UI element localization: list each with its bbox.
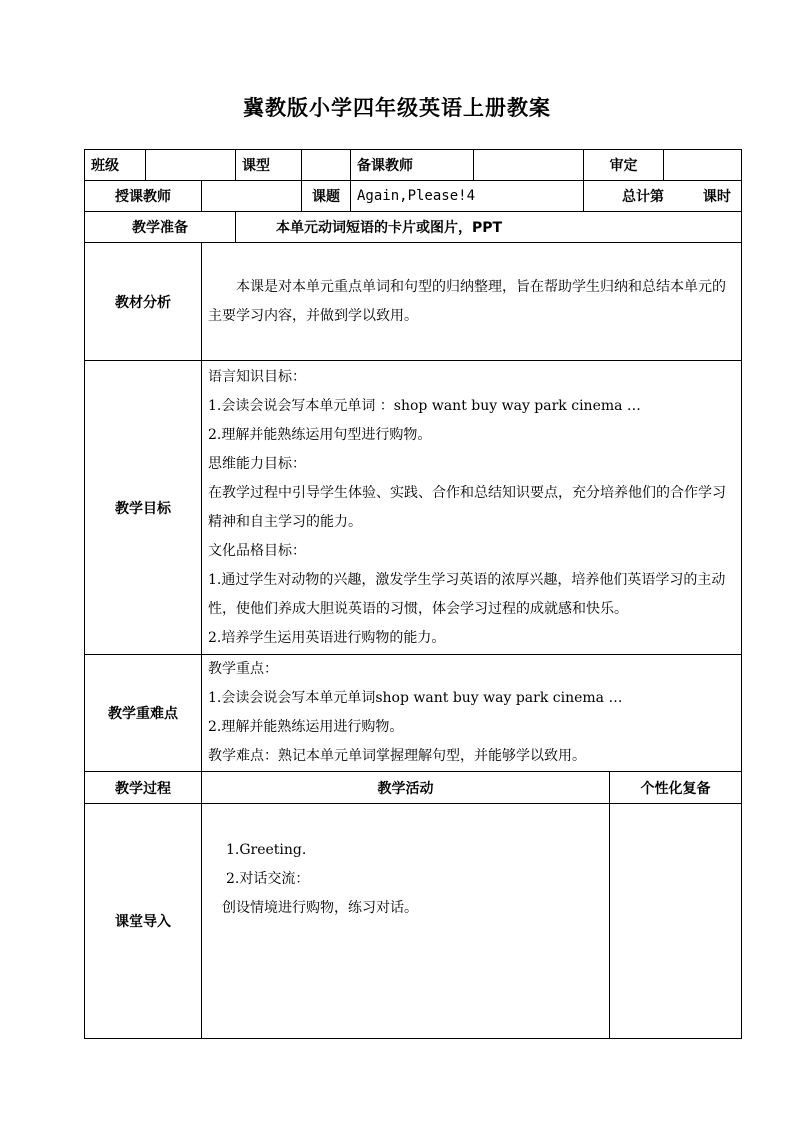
key-points-line: 教学难点：熟记本单元单词掌握理解句型，并能够学以致用。 — [208, 748, 586, 764]
objectives-line: 在教学过程中引导学生体验、实践、合作和总结知识要点，充分培养他们的合作学习精神和自主学习的能力。 — [208, 484, 726, 530]
analysis-text: 本课是对本单元重点单词和句型的归纳整理，旨在帮助学生归纳和总结本单元的主要学习内容，并做到学以致用。 — [202, 243, 742, 361]
total-label: 总计第 — [622, 189, 664, 205]
document-title: 冀教版小学四年级英语上册教案 — [243, 96, 551, 120]
intro-line: 1.Greeting. — [226, 842, 307, 858]
lesson-type-label: 课型 — [236, 150, 302, 181]
key-points-row — [85, 655, 742, 772]
objectives-line: 思维能力目标： — [208, 455, 306, 472]
topic-value: Again,Please!4 — [351, 181, 584, 212]
key-points-line: 教学重点： — [208, 661, 278, 677]
intro-notes-field[interactable] — [610, 804, 742, 1039]
intro-line: 创设情境进行购物，练习对话。 — [222, 900, 418, 916]
review-field[interactable] — [664, 150, 742, 181]
objectives-line: 语言知识目标： — [208, 368, 306, 385]
header-row-2 — [85, 181, 742, 212]
key-points-label: 教学重难点 — [85, 655, 202, 772]
topic-label: 课题 — [302, 181, 351, 212]
activities-header: 教学活动 — [202, 772, 610, 804]
intro-line: 2.对话交流： — [226, 871, 310, 887]
key-points-line: 2.理解并能熟练运用进行购物。 — [208, 719, 404, 735]
class-label: 班级 — [85, 150, 146, 181]
review-label: 审定 — [584, 150, 664, 181]
period-label: 课时 — [702, 189, 731, 205]
prep-row — [85, 212, 742, 243]
period-count — [584, 181, 742, 212]
prep-teacher-label: 备课教师 — [351, 150, 474, 181]
objectives-line: 2.理解并能熟练运用句型进行购物。 — [208, 426, 432, 443]
objectives-line: 1.会读会说会写本单元单词 ：shop want buy way park cinema … — [208, 397, 641, 414]
personal-notes-header: 个性化复备 — [610, 772, 742, 804]
analysis-row — [85, 243, 742, 361]
intro-label: 课堂导入 — [85, 804, 202, 1039]
lesson-type-field[interactable] — [302, 150, 351, 181]
class-field[interactable] — [146, 150, 236, 181]
teacher-label: 授课教师 — [85, 181, 202, 212]
prep-text: 本单元动词短语的卡片或图片，PPT — [236, 212, 742, 243]
key-points-line: 1.会读会说会写本单元单词shop want buy way park cinema … — [208, 690, 623, 706]
process-label: 教学过程 — [85, 772, 202, 804]
objectives-content — [202, 361, 742, 655]
lesson-plan-table — [84, 149, 742, 1039]
objectives-label: 教学目标 — [85, 361, 202, 655]
objectives-row — [85, 361, 742, 655]
objectives-line: 1.通过学生对动物的兴趣，激发学生学习英语的浓厚兴趣，培养他们英语学习的主动性，使他们养成大胆说英语的习惯，体会学习过程的成就感和快乐。 — [208, 571, 726, 617]
objectives-line: 2.培养学生运用英语进行购物的能力。 — [208, 629, 446, 646]
prep-label: 教学准备 — [85, 212, 236, 243]
intro-row — [85, 804, 742, 1039]
analysis-label: 教材分析 — [85, 243, 202, 361]
intro-content — [202, 804, 610, 1039]
header-row-1 — [85, 150, 742, 181]
process-header-row — [85, 772, 742, 804]
prep-teacher-field[interactable] — [474, 150, 584, 181]
objectives-line: 文化品格目标： — [208, 542, 306, 559]
key-points-content — [202, 655, 742, 772]
teacher-field[interactable] — [202, 181, 302, 212]
